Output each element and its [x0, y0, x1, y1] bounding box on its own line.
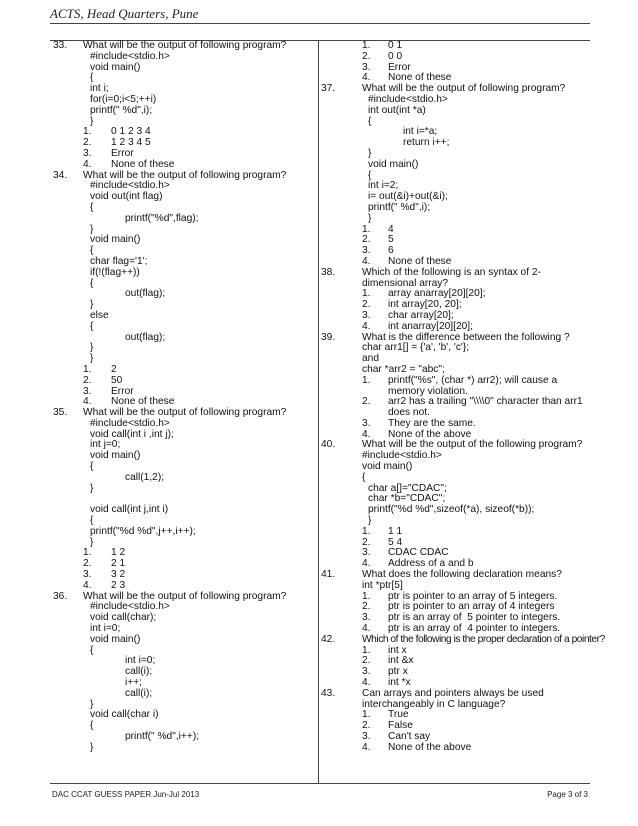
code-text: int j=0;	[90, 439, 121, 451]
question-text: What will be the output of following program?	[83, 40, 287, 51]
code-text: {	[90, 644, 94, 656]
option-text: int anarray[20][20];	[388, 320, 473, 332]
question-number: 41.	[321, 569, 336, 581]
question-number: 33.	[53, 40, 68, 51]
option-text: array anarray[20][20];	[388, 288, 486, 300]
code-text: int i=0;	[90, 623, 121, 635]
option-number: 1.	[83, 363, 92, 375]
code-text: int i=2;	[368, 180, 399, 192]
code-line	[53, 214, 315, 225]
code-text: out(flag);	[125, 288, 166, 300]
code-line	[321, 95, 596, 106]
option-number: 2.	[362, 396, 371, 408]
code-text: call(i);	[125, 687, 153, 699]
option-number: 3.	[362, 309, 371, 321]
code-line	[53, 268, 315, 279]
code-text: int out(int *a)	[368, 104, 426, 116]
option-number: 2.	[362, 655, 371, 667]
option-text: They are the same.	[388, 417, 476, 429]
option-number: 4.	[83, 396, 92, 408]
code-text: int i;	[90, 83, 109, 95]
option-line	[53, 548, 315, 559]
option-text: 5	[388, 234, 394, 246]
code-line	[321, 127, 596, 138]
option-number: 4.	[362, 320, 371, 332]
code-text: {	[90, 277, 94, 289]
code-line	[53, 678, 315, 689]
code-text: void main()	[368, 158, 419, 170]
option-text: None of the above	[388, 741, 472, 753]
option-text: ptr is an array of 5 pointer to integers.	[388, 612, 561, 624]
code-text: void out(int flag)	[90, 191, 163, 203]
option-text: Address of a and b	[388, 558, 474, 570]
code-text: void main()	[90, 61, 141, 73]
code-line	[53, 689, 315, 700]
code-line	[53, 656, 315, 667]
code-line	[321, 505, 596, 516]
code-text: int i=*a;	[403, 126, 438, 138]
code-text: i++;	[125, 677, 142, 689]
option-number: 2.	[362, 234, 371, 246]
option-number: 2.	[362, 50, 371, 62]
question-text: dimensional array?	[362, 277, 449, 289]
right-column	[321, 40, 605, 754]
option-number: 4.	[362, 741, 371, 753]
option-number: 1.	[83, 126, 92, 138]
option-line	[53, 138, 315, 149]
code-text: {	[368, 169, 372, 181]
code-text: {	[90, 720, 94, 732]
question-text: interchangeably in C language?	[362, 698, 506, 710]
question-text: int *ptr[5]	[362, 579, 403, 591]
code-line	[53, 646, 315, 657]
code-line	[321, 149, 596, 160]
code-text: }	[90, 536, 94, 548]
option-text: None of these	[111, 158, 175, 170]
question-text: What is the difference between the following ?	[362, 331, 570, 343]
option-number: 3.	[362, 666, 371, 678]
code-text: {	[90, 72, 94, 84]
code-text: {	[90, 461, 94, 473]
code-text: printf("%d %d",j++,i++);	[90, 525, 196, 537]
option-text: does not.	[388, 407, 430, 419]
option-number: 3.	[362, 547, 371, 559]
option-text: Error	[388, 61, 411, 73]
option-number: 1.	[362, 40, 371, 51]
code-text: }	[90, 342, 94, 354]
question-text: What will be the output of following program?	[83, 590, 287, 602]
code-text: printf(" %d",i++);	[125, 731, 200, 742]
option-text: 6	[388, 245, 394, 257]
option-number: 3.	[362, 612, 371, 624]
option-text: ptr x	[388, 666, 408, 678]
code-line	[53, 484, 315, 495]
option-text: None of the above	[388, 428, 472, 440]
code-text: printf(" %d",i);	[368, 201, 431, 213]
code-text: call(1,2);	[125, 471, 165, 483]
page-header-title: ACTS, Head Quarters, Pune	[50, 6, 199, 21]
option-number: 1.	[83, 547, 92, 559]
header-rule	[50, 23, 590, 24]
code-line	[53, 538, 315, 549]
code-text: }	[90, 223, 94, 235]
option-text: memory violation.	[388, 385, 468, 397]
option-text: char array[20];	[388, 309, 454, 321]
option-number: 3.	[83, 147, 92, 159]
code-line	[53, 635, 315, 646]
column-divider	[318, 40, 319, 783]
code-line	[321, 138, 596, 149]
option-number: 4.	[362, 72, 371, 84]
option-number: 1.	[362, 590, 371, 602]
question-number: 38.	[321, 266, 336, 278]
question-number: 40.	[321, 439, 336, 451]
footer-page-number: Page 3 of 3	[547, 790, 588, 799]
question-text: and	[362, 353, 379, 365]
code-text: else	[90, 309, 109, 321]
question-line	[321, 84, 596, 95]
option-text: None of these	[388, 255, 452, 267]
option-line	[53, 365, 315, 376]
code-text: }	[368, 147, 372, 159]
code-text: printf("%d",flag);	[125, 212, 199, 224]
option-number: 4.	[362, 558, 371, 570]
question-number: 34.	[53, 169, 68, 181]
code-text: #include<stdio.h>	[90, 417, 170, 429]
option-text: 1 2	[111, 547, 126, 559]
question-text: char *arr2 = "abc";	[362, 363, 445, 375]
code-text: }	[90, 741, 94, 753]
code-line	[321, 106, 596, 117]
option-line	[321, 376, 596, 387]
code-text: #include<stdio.h>	[90, 180, 170, 192]
question-text: What will be the output of following program?	[83, 407, 287, 419]
question-text: #include<stdio.h>	[362, 450, 442, 462]
option-line	[53, 127, 315, 138]
question-text: Can arrays and pointers always be used	[362, 687, 544, 699]
option-line	[53, 149, 315, 160]
option-number: 1.	[362, 223, 371, 235]
code-text: char a[]="CDAC";	[368, 482, 447, 494]
option-number: 2.	[362, 299, 371, 311]
code-text: printf("%d %d",sizeof(*a), sizeof(*b));	[368, 504, 535, 516]
bottom-rule	[50, 783, 590, 784]
option-number: 3.	[83, 385, 92, 397]
option-text: 2 3	[111, 579, 126, 591]
question-number: 43.	[321, 687, 336, 699]
question-text: What will be the output of the following program?	[362, 439, 583, 451]
code-text: int i=0;	[125, 655, 156, 667]
code-text: char *b="CDAC";	[368, 493, 446, 505]
option-text: 3 2	[111, 569, 126, 581]
code-line	[53, 354, 315, 365]
option-text: 2	[111, 363, 117, 375]
option-text: None of these	[388, 72, 452, 84]
code-text: void call(char);	[90, 612, 157, 624]
question-number: 35.	[53, 407, 68, 419]
question-line	[321, 689, 596, 700]
option-line	[321, 52, 596, 63]
option-number: 1.	[362, 288, 371, 300]
code-text: void main()	[90, 234, 141, 246]
option-text: ptr is pointer to an array of 4 integers	[388, 601, 555, 613]
question-text: {	[362, 471, 366, 483]
question-text: void main()	[362, 461, 413, 473]
code-text: printf(" %d",i);	[90, 104, 153, 116]
option-line	[53, 559, 315, 570]
code-text: #include<stdio.h>	[90, 601, 170, 613]
option-text: Error	[111, 385, 134, 397]
question-text: Which of the following is the proper declaration of a pointer?	[362, 633, 605, 645]
option-text: 1 1	[388, 525, 403, 537]
option-number: 3.	[83, 569, 92, 581]
code-line	[53, 322, 315, 333]
option-line	[321, 397, 596, 408]
code-text: {	[90, 320, 94, 332]
code-line	[321, 171, 596, 182]
option-text: Error	[111, 147, 134, 159]
option-number: 3.	[362, 245, 371, 257]
option-line	[321, 743, 596, 754]
option-text: int array[20, 20];	[388, 299, 462, 311]
code-line	[321, 160, 596, 171]
option-text: ptr is an array of 4 pointer to integers.	[388, 623, 561, 635]
code-text: void main()	[90, 633, 141, 645]
question-line	[321, 633, 605, 646]
option-text: int *x	[388, 677, 411, 689]
code-line	[321, 181, 596, 192]
question-number: 39.	[321, 331, 336, 343]
option-text: 1 2 3 4 5	[111, 137, 151, 149]
option-text: 0 1	[388, 40, 403, 51]
option-text: 0 1 2 3 4	[111, 126, 151, 138]
code-line	[53, 117, 315, 128]
option-number: 2.	[83, 137, 92, 149]
code-text: }	[368, 515, 372, 527]
code-text: }	[90, 698, 94, 710]
option-text: Can't say	[388, 731, 431, 742]
question-number: 36.	[53, 590, 68, 602]
option-line	[53, 387, 315, 398]
code-line	[53, 667, 315, 678]
option-text: 4	[388, 223, 394, 235]
code-line	[321, 203, 596, 214]
code-text: }	[368, 212, 372, 224]
code-text: void main()	[90, 450, 141, 462]
question-text-line	[321, 473, 596, 484]
option-text: True	[388, 709, 409, 721]
option-number: 1.	[362, 525, 371, 537]
option-number: 4.	[362, 428, 371, 440]
option-text: int &x	[388, 655, 414, 667]
code-line	[53, 462, 315, 473]
code-line	[53, 743, 315, 754]
code-text: void call(char i)	[90, 709, 159, 721]
code-text: }	[90, 115, 94, 127]
code-text: #include<stdio.h>	[90, 50, 170, 62]
option-number: 4.	[362, 623, 371, 635]
code-text: for(i=0;i<5;++i)	[90, 93, 157, 105]
option-number: 1.	[362, 644, 371, 656]
option-number: 4.	[362, 677, 371, 689]
code-line	[321, 117, 596, 128]
option-text: 2 1	[111, 558, 126, 570]
option-line	[321, 322, 596, 333]
question-text: What will be the output of following program?	[362, 83, 566, 95]
code-text: char flag='1';	[90, 255, 148, 267]
code-text: out(flag);	[125, 331, 166, 343]
code-text: void call(int i ,int j);	[90, 428, 174, 440]
option-number: 4.	[362, 255, 371, 267]
code-line	[53, 279, 315, 290]
question-text: What will be the output of following program?	[83, 169, 287, 181]
option-text: False	[388, 720, 413, 732]
code-text: call(i);	[125, 666, 153, 678]
option-number: 2.	[362, 536, 371, 548]
question-number: 42.	[321, 633, 336, 645]
option-line	[53, 160, 315, 171]
option-text: ptr is pointer to an array of 5 integers.	[388, 590, 558, 602]
option-number: 2.	[83, 374, 92, 386]
code-text: }	[90, 353, 94, 365]
code-text: if(!(flag++))	[90, 266, 140, 278]
code-text: {	[368, 115, 372, 127]
code-text: }	[90, 482, 94, 494]
option-text: int x	[388, 644, 407, 656]
left-column	[53, 41, 315, 754]
code-text: void call(int j,int i)	[90, 504, 169, 516]
question-number: 37.	[321, 83, 336, 95]
footer-left: DAC CCAT GUESS PAPER Jun-Jul 2013	[52, 790, 200, 799]
code-text: return i++;	[403, 137, 450, 149]
question-text: Which of the following is an syntax of 2-	[362, 266, 541, 278]
option-number: 1.	[362, 709, 371, 721]
code-line	[321, 484, 596, 495]
option-number: 3.	[362, 61, 371, 73]
option-number: 2.	[362, 720, 371, 732]
option-number: 2.	[83, 558, 92, 570]
option-text: arr2 has a trailing "\\\\0" character than arr1	[388, 396, 583, 408]
code-text: i= out(&i)+out(&i);	[368, 191, 448, 203]
option-text: 50	[111, 374, 123, 386]
option-line	[53, 570, 315, 581]
question-text: char arr1[] = {'a', 'b', 'c'};	[362, 342, 470, 354]
option-text: 0 0	[388, 50, 403, 62]
option-text: CDAC CDAC	[388, 547, 449, 559]
option-number: 3.	[362, 417, 371, 429]
code-line	[53, 52, 315, 63]
option-text: None of these	[111, 396, 175, 408]
code-text: #include<stdio.h>	[368, 93, 448, 105]
code-line	[321, 214, 596, 225]
option-text: printf("%s", (char *) arr2); will cause a	[388, 374, 558, 386]
question-text: What does the following declaration means?	[362, 569, 562, 581]
option-text: 5 4	[388, 536, 403, 548]
code-text: }	[90, 299, 94, 311]
code-text: {	[90, 201, 94, 213]
option-number: 4.	[83, 158, 92, 170]
code-text: {	[90, 515, 94, 527]
option-number: 4.	[83, 579, 92, 591]
option-number: 1.	[362, 374, 371, 386]
code-text: {	[90, 245, 94, 257]
code-line	[321, 192, 596, 203]
code-line	[53, 106, 315, 117]
option-number: 2.	[362, 601, 371, 613]
option-line	[53, 376, 315, 387]
option-number: 3.	[362, 731, 371, 742]
question-line	[321, 268, 596, 279]
